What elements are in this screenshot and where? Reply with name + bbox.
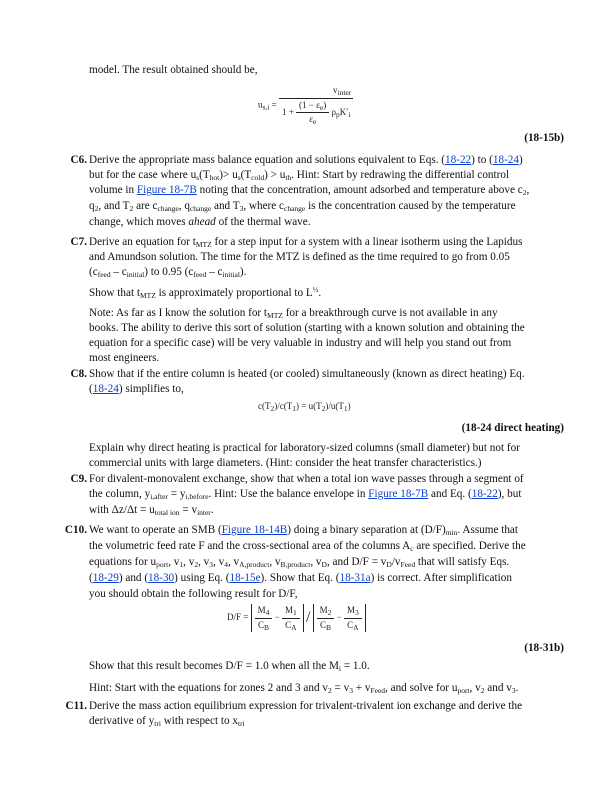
problem-c7-line3: $(c_{feed} - c_{initial})$ to 0.95 $(c_{feed} - c_{initial})$. <box>89 266 247 279</box>
problem-c10-line1: We want to operate an SMB (Figure 18-14B) doing a binary separation at $(D/F)_{min}$. Assume that <box>89 524 519 537</box>
problem-c6-line2: but for the case where $u_s(T_{hot})> u_s(T_{cold}) > u_{th}$. Hint: Start by redrawing the differential control <box>89 169 510 182</box>
equation-18-31b: D/F = $\frac{M_4}{C_B}$ − $\frac{M_1}{C_A}$ / $\frac{M_2}{C_B}$ − $\frac{M_3}{C_A}$ <box>227 604 366 632</box>
problem-c10-line5: you should obtain the following result for D/F, <box>89 588 298 600</box>
problem-c7-line2: and Amundson solution. The time for the MTZ is defined as the time required to go from 0.05 <box>89 251 510 263</box>
problem-c6-label: C6. <box>70 154 87 166</box>
problem-c9-line2: the column, $y_{i,after} = y_{i,before}$. Hint: Use the balance envelope in Figure 18-7B and Eq. (18-22), but <box>89 488 522 501</box>
link-eq-18-24-c8[interactable]: 18-24 <box>92 383 119 395</box>
problem-c10-line4: (18-29) and (18-30) using Eq. (18-15e). Show that Eq. (18-31a) is correct. After simplification <box>89 572 512 584</box>
problem-c10-show: Show that this result becomes D/F = 1.0 when all the $M_i = 1.0$. <box>89 660 370 673</box>
problem-c8-line3: Explain why direct heating is practical for laboratory-sized columns (small diameter) but not for <box>89 442 520 454</box>
problem-c11-label: C11. <box>65 700 87 712</box>
link-figure-18-7b[interactable]: Figure 18-7B <box>136 184 197 196</box>
link-eq-18-24[interactable]: 18-24 <box>492 154 519 166</box>
problem-c10-line3: equations for $u_{port}$, $v_1$, $v_2$, $v_3$, $v_4$, $v_{A,product}$, $v_{B,product}$, $v_D$, and $D/F = v_D/v_{Feed}$ that will satisfy Eqs. <box>89 556 510 569</box>
intro-text: model. The result obtained should be, <box>89 64 258 76</box>
problem-c7-line1: Derive an equation for $t_{MTZ}$ for a step input for a system with a linear isotherm using the Lapidus <box>89 236 523 249</box>
link-eq-18-15e[interactable]: 18-15e <box>229 572 261 584</box>
equation-18-15b: $u_{s,i}$ = $v_{inter}$ 1 + $\frac{(1 - \varepsilon_e)}{\varepsilon_e}$ $\rho_pK'_i$ <box>258 84 353 127</box>
problem-c10-label: C10. <box>64 524 87 536</box>
problem-c6-line4: $q_2$, and $T_2$ are $c_{change}$, $q_{change}$ and $T_3$, where $c_{change}$ is the concentration caused by the temperature <box>89 200 516 213</box>
problem-c7-note4: most engineers. <box>89 352 160 364</box>
link-eq-18-29[interactable]: 18-29 <box>92 572 119 584</box>
link-figure-18-7b-c9[interactable]: Figure 18-7B <box>368 488 429 500</box>
link-eq-18-31a[interactable]: 18-31a <box>339 572 371 584</box>
link-figure-18-14b[interactable]: Figure 18-14B <box>221 524 288 536</box>
problem-c6-line3: volume in Figure 18-7B noting that the concentration, amount adsorbed and temperature above $c_2$, <box>89 184 530 197</box>
problem-c7-show: Show that $t_{MTZ}$ is approximately proportional to $L^{\frac{1}{2}}$. <box>89 285 322 300</box>
problem-c9-line1: For divalent-monovalent exchange, show that when a total ion wave passes through a segment of <box>89 473 524 485</box>
equation-18-24-direct: $c(T_2)/c(T_1) = u(T_2)/u(T_1)$ <box>258 401 351 413</box>
problem-c8-line4: commercial units with large diameters. (Hint: consider the heat transfer characteristics.) <box>89 457 482 469</box>
problem-c7-note1: Note: As far as I know the solution for $t_{MTZ}$ for a breakthrough curve is not available in any <box>89 307 498 320</box>
problem-c6-line1: Derive the appropriate mass balance equation and solutions equivalent to Eqs. (18-22) to (18-24) <box>89 154 523 166</box>
problem-c7-note2: books. The ability to derive this sort of solution (starting with a known solution and obtaining the <box>89 322 525 334</box>
problem-c8-line2: (18-24) simplifies to, <box>89 383 184 395</box>
problem-c9-line3: with $\Delta z/\Delta t = u_{total ion} = v_{inter}$. <box>89 504 214 517</box>
equation-label-18-15b: (18-15b) <box>524 132 564 144</box>
link-eq-18-30[interactable]: 18-30 <box>148 572 175 584</box>
problem-c6-line5: change, which moves ahead of the thermal wave. <box>89 216 311 228</box>
problem-c11-line1: Derive the mass action equilibrium expression for trivalent-trivalent ion exchange and derive the <box>89 700 523 712</box>
problem-c11-line2: derivative of $y_{tri}$ with respect to $x_{tri}$ <box>89 715 245 728</box>
problem-c8-label: C8. <box>70 368 87 380</box>
problem-c7-note3: equation for a specific case) will be very valuable in industry and will help you stand out from <box>89 337 512 349</box>
equation-label-18-31b: (18-31b) <box>524 642 564 654</box>
link-eq-18-22-c9[interactable]: 18-22 <box>471 488 498 500</box>
problem-c9-label: C9. <box>70 473 87 485</box>
problem-c7-label: C7. <box>70 236 87 248</box>
problem-c10-hint: Hint: Start with the equations for zones 2 and 3 and $v_2 = v_3 + v_{Feed}$, and solve for $u_{port}$, $v_2$ and $v_3$. <box>89 682 519 695</box>
problem-c8-line1: Show that if the entire column is heated (or cooled) simultaneously (known as direct heating) Eq. <box>89 368 525 380</box>
problem-c10-line2: the volumetric feed rate F and the cross-sectional area of the columns $A_c$ are specified. Derive the <box>89 540 526 553</box>
equation-label-18-24-direct: (18-24 direct heating) <box>461 422 564 434</box>
link-eq-18-22[interactable]: 18-22 <box>445 154 472 166</box>
